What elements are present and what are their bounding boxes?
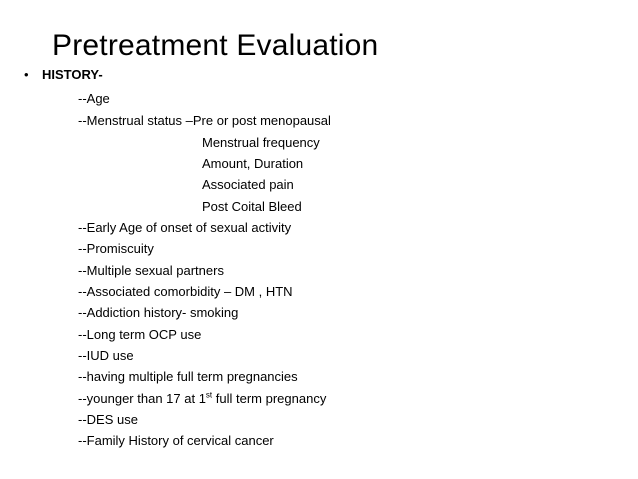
list-item: --IUD use <box>78 348 134 363</box>
list-item: --Associated comorbidity – DM , HTN <box>78 284 293 299</box>
list-item: --Family History of cervical cancer <box>78 433 274 448</box>
bullet-icon: • <box>24 67 29 82</box>
younger-text-end: full term pregnancy <box>212 391 327 406</box>
list-item: Associated pain <box>202 177 294 192</box>
list-item: --Early Age of onset of sexual activity <box>78 220 292 235</box>
list-item-younger <box>78 390 326 408</box>
list-item: Amount, Duration <box>202 156 304 171</box>
slide-title: Pretreatment Evaluation <box>52 29 379 62</box>
list-item: --Multiple sexual partners <box>78 263 224 278</box>
list-item: --Menstrual status –Pre or post menopausal <box>78 113 331 128</box>
history-label: HISTORY- <box>42 67 103 82</box>
list-item: --Age <box>78 91 110 106</box>
list-item: --Long term OCP use <box>78 327 202 342</box>
ordinal-suffix: st <box>205 390 213 400</box>
younger-text: --younger than 17 at 1 <box>78 391 206 406</box>
list-item: --DES use <box>78 412 138 427</box>
list-item: --having multiple full term pregnancies <box>78 369 298 384</box>
list-item: Post Coital Bleed <box>202 199 302 214</box>
list-item: Menstrual frequency <box>202 135 320 150</box>
list-item: --Addiction history- smoking <box>78 305 239 320</box>
list-item: --Promiscuity <box>78 241 154 256</box>
